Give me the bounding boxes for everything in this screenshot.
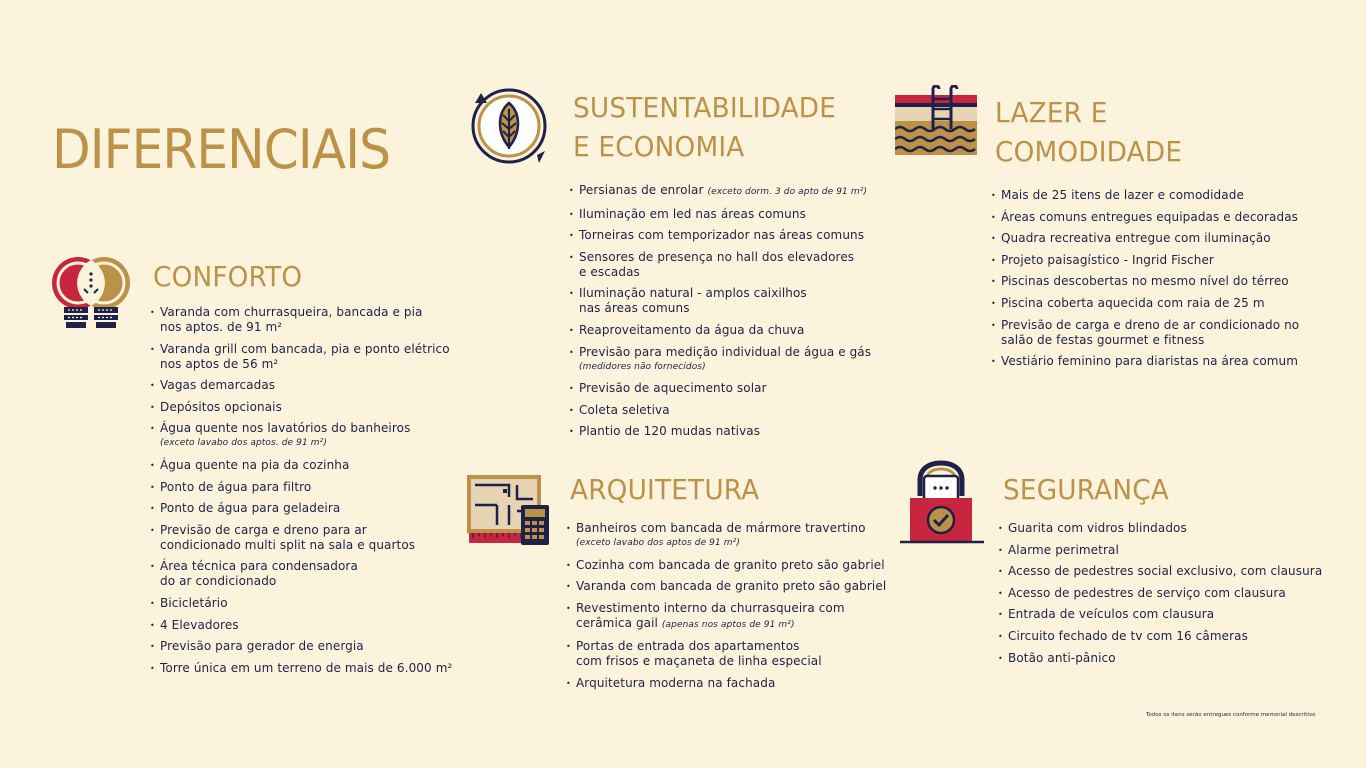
- list-item: • Projeto paisagístico - Ingrid Fischer: [991, 253, 1299, 268]
- padlock-check-icon: [898, 460, 986, 548]
- list-item: • Varanda grill com bancada, pia e ponto elétrico nos aptos de 56 m²: [150, 342, 452, 372]
- list-item: • Revestimento interno da churrasqueira com cerâmica gail (apenas nos aptos de 91 m²): [566, 601, 886, 633]
- list-item: • Piscinas descobertas no mesmo nível do térreo: [991, 274, 1299, 289]
- list-item: • Previsão de carga e dreno de ar condicionado no salão de festas gourmet e fitness: [991, 318, 1299, 348]
- list-item: • Guarita com vidros blindados: [998, 521, 1322, 536]
- lazer-list: [991, 188, 1299, 376]
- list-item: • Varanda com churrasqueira, bancada e pia nos aptos. de 91 m²: [150, 305, 452, 335]
- list-item: • Sensores de presença no hall dos elevadores e escadas: [569, 250, 871, 280]
- page-title: DIFERENCIAIS: [52, 118, 391, 181]
- list-item: • Vagas demarcadas: [150, 378, 452, 393]
- sustentabilidade-title-line2: E ECONOMIA: [573, 130, 745, 163]
- light-bulbs-icon: [48, 249, 134, 335]
- list-item: • Plantio de 120 mudas nativas: [569, 424, 871, 439]
- list-item: • Torre única em um terreno de mais de 6.000 m²: [150, 661, 452, 676]
- list-item: • Portas de entrada dos apartamentos com frisos e maçaneta de linha especial: [566, 639, 886, 669]
- floor-plan-calculator-icon: [467, 475, 553, 549]
- conforto-title: CONFORTO: [153, 260, 303, 293]
- arquitetura-list: [566, 521, 886, 698]
- list-item: • Água quente na pia da cozinha: [150, 458, 452, 473]
- list-item: • Mais de 25 itens de lazer e comodidade: [991, 188, 1299, 203]
- seguranca-list: [998, 521, 1322, 672]
- list-item: • Banheiros com bancada de mármore travertino (exceto lavabo dos aptos de 91 m²): [566, 521, 886, 551]
- list-item: • Água quente nos lavatórios do banheiros (exceto lavabo dos aptos. de 91 m²): [150, 421, 452, 451]
- list-item: • Previsão de carga e dreno para ar condicionado multi split na sala e quartos: [150, 523, 452, 553]
- list-item: • Depósitos opcionais: [150, 400, 452, 415]
- list-item: • Persianas de enrolar (exceto dorm. 3 do apto de 91 m²): [569, 183, 871, 200]
- lazer-title-line1: LAZER E: [995, 96, 1108, 129]
- arquitetura-title: ARQUITETURA: [570, 473, 760, 506]
- list-item: • Área técnica para condensadora do ar condicionado: [150, 559, 452, 589]
- sustentabilidade-title-line1: SUSTENTABILIDADE: [573, 91, 837, 124]
- conforto-list: [150, 305, 452, 682]
- lazer-title-line2: COMODIDADE: [995, 135, 1183, 168]
- sustentabilidade-list: [569, 183, 871, 446]
- list-item: • Acesso de pedestres social exclusivo, com clausura: [998, 564, 1322, 579]
- list-item: • Previsão para medição individual de água e gás (medidores não fornecidos): [569, 345, 871, 375]
- list-item: • Vestiário feminino para diaristas na área comum: [991, 354, 1299, 369]
- list-item: • Botão anti-pânico: [998, 651, 1322, 666]
- list-item: • Entrada de veículos com clausura: [998, 607, 1322, 622]
- lazer-title: [995, 93, 1182, 171]
- list-item: • Alarme perimetral: [998, 543, 1322, 558]
- pool-ladder-icon: [895, 85, 977, 159]
- recycle-leaf-icon: [467, 85, 553, 167]
- list-item: • Piscina coberta aquecida com raia de 25 m: [991, 296, 1299, 311]
- list-item: • Reaproveitamento da água da chuva: [569, 323, 871, 338]
- list-item: • Iluminação em led nas áreas comuns: [569, 207, 871, 222]
- list-item: • Coleta seletiva: [569, 403, 871, 418]
- list-item: • Áreas comuns entregues equipadas e decoradas: [991, 210, 1299, 225]
- list-item: • Iluminação natural - amplos caixilhos nas áreas comuns: [569, 286, 871, 316]
- list-item: • Previsão de aquecimento solar: [569, 381, 871, 396]
- footnote: Todos os itens serão entregues conforme memorial descritivo: [1146, 712, 1316, 718]
- list-item: • Cozinha com bancada de granito preto são gabriel: [566, 558, 886, 573]
- list-item: • Circuito fechado de tv com 16 câmeras: [998, 629, 1322, 644]
- list-item: • Bicicletário: [150, 596, 452, 611]
- list-item: • Previsão para gerador de energia: [150, 639, 452, 654]
- list-item: • Varanda com bancada de granito preto são gabriel: [566, 579, 886, 594]
- sustentabilidade-title: [573, 88, 836, 166]
- list-item: • 4 Elevadores: [150, 618, 452, 633]
- list-item: • Acesso de pedestres de serviço com clausura: [998, 586, 1322, 601]
- seguranca-title: SEGURANÇA: [1003, 473, 1169, 506]
- list-item: • Quadra recreativa entregue com iluminação: [991, 231, 1299, 246]
- list-item: • Ponto de água para filtro: [150, 480, 452, 495]
- list-item: • Arquitetura moderna na fachada: [566, 676, 886, 691]
- list-item: • Torneiras com temporizador nas áreas comuns: [569, 228, 871, 243]
- list-item: • Ponto de água para geladeira: [150, 501, 452, 516]
